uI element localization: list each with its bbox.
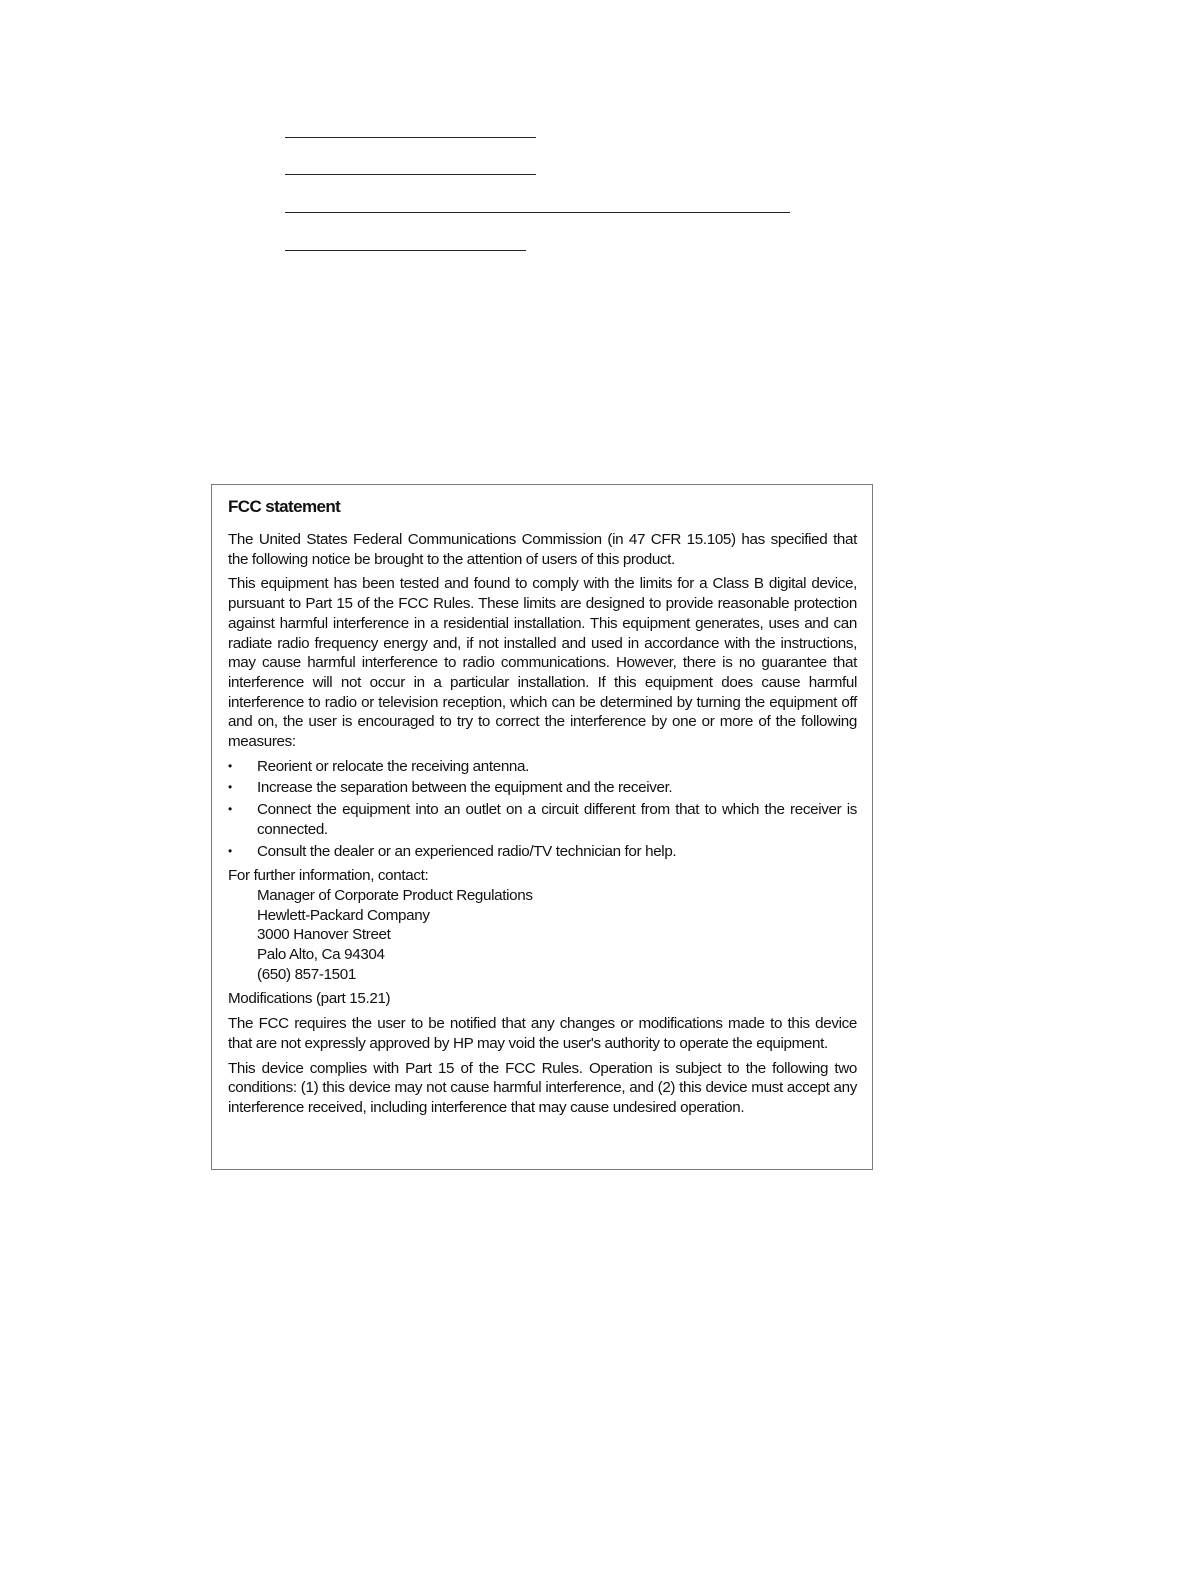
measure-text: Consult the dealer or an experienced radio/TV technician for help. bbox=[257, 842, 677, 860]
blank-line-4 bbox=[285, 250, 526, 251]
bullet-icon: • bbox=[228, 780, 232, 795]
measure-text: Connect the equipment into an outlet on a circuit different from that to which the receiver is connected. bbox=[257, 801, 857, 838]
modifications-body: The FCC requires the user to be notified that any changes or modifications made to this device that are not expressly approved by HP may void the user's authority to operate the equipment. bbox=[228, 1015, 857, 1052]
fcc-body: This equipment has been tested and found to comply with the limits for a Class B digital device, pursuant to Part 15 of the FCC Rules. These limits are designed to provide reasonable protection against harmful interference in a residential installation. This equipment generates, uses and can radiate radio frequency energy and, if not installed and used in accordance with the instructions, may cause harmful interference to radio communications. However, there is no guarantee that interference will not occur in a particular installation. If this equipment does cause harmful interference to radio or television reception, which can be determined by turning the equipment off and on, the user is encouraged to try to correct the interference by one or more of the following measures: bbox=[228, 575, 857, 751]
list-item bbox=[228, 778, 857, 798]
blank-line-1 bbox=[285, 137, 536, 138]
modifications-heading: Modifications (part 15.21) bbox=[228, 990, 391, 1008]
list-item bbox=[228, 800, 857, 839]
measures-list bbox=[228, 757, 857, 862]
contact-line: Palo Alto, Ca 94304 bbox=[257, 946, 385, 964]
fcc-intro: The United States Federal Communications Commission (in 47 CFR 15.105) has specified that the following notice be brought to the attention of users of this product. bbox=[228, 531, 857, 568]
list-item bbox=[228, 757, 857, 777]
contact-address bbox=[228, 886, 857, 985]
fcc-statement-box bbox=[211, 484, 873, 1170]
list-item bbox=[228, 842, 857, 862]
contact-line: Manager of Corporate Product Regulations bbox=[257, 886, 533, 904]
bullet-icon: • bbox=[228, 802, 232, 817]
measure-text: Increase the separation between the equipment and the receiver. bbox=[257, 779, 673, 797]
bullet-icon: • bbox=[228, 843, 232, 858]
contact-line: Hewlett-Packard Company bbox=[257, 906, 430, 924]
contact-line: 3000 Hanover Street bbox=[257, 926, 391, 944]
contact-line: (650) 857-1501 bbox=[257, 965, 356, 983]
compliance-text: This device complies with Part 15 of the FCC Rules. Operation is subject to the following two conditions: (1) this device may not cause harmful interference, and (2) this device must accept any interference received, including interference that may cause undesired operation. bbox=[228, 1059, 857, 1116]
fcc-title: FCC statement bbox=[228, 497, 341, 516]
contact-intro: For further information, contact: bbox=[228, 867, 429, 885]
bullet-icon: • bbox=[228, 758, 232, 773]
blank-line-2 bbox=[285, 174, 536, 175]
measure-text: Reorient or relocate the receiving antenna. bbox=[257, 757, 530, 775]
blank-line-3 bbox=[285, 212, 790, 213]
